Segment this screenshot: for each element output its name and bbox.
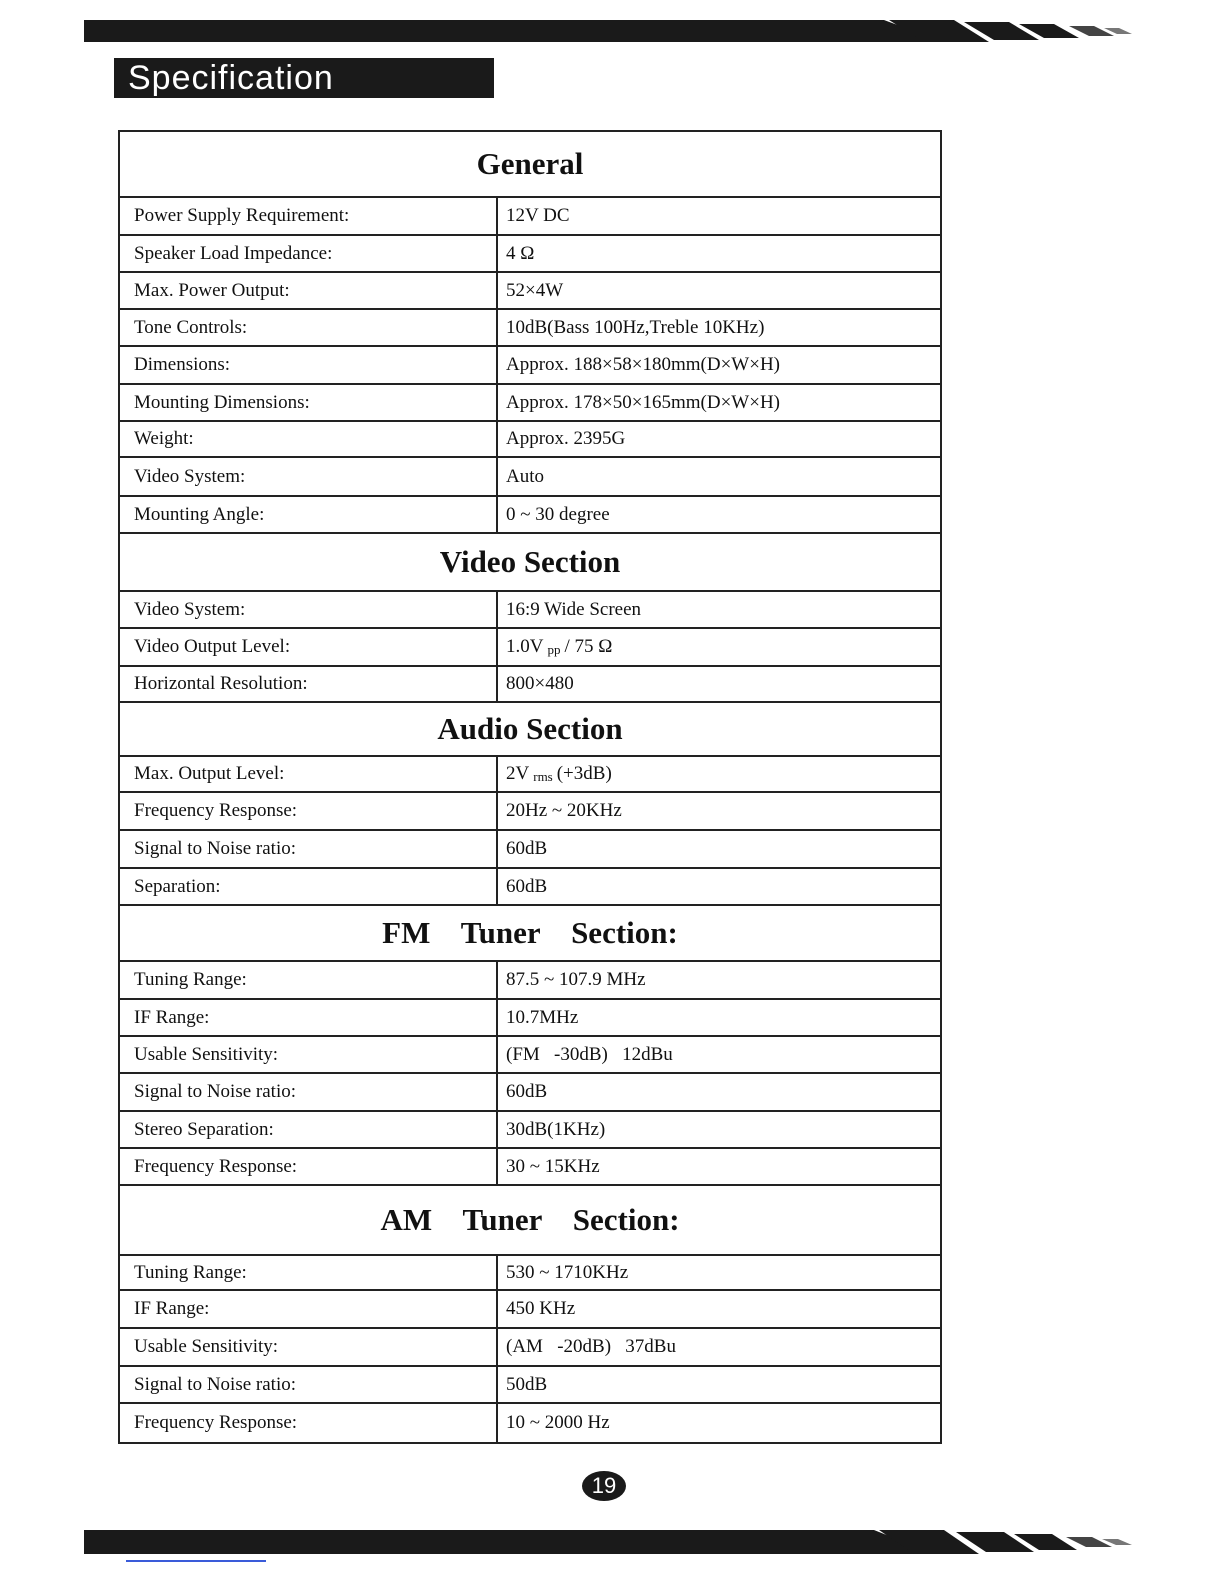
section-heading: FM Tuner Section: [120,906,940,962]
spec-value: 12V DC [506,205,570,226]
spec-value: 16:9 Wide Screen [506,598,642,620]
spec-row [120,198,940,236]
spec-value: 450 KHz [506,1298,576,1319]
spec-label: Usable Sensitivity: [120,1037,498,1072]
spec-value: 0 ~ 30 degree [506,503,610,525]
spec-value: 10dB(Bass 100Hz,Treble 10KHz) [506,316,765,338]
spec-value: 10.7MHz [506,1006,579,1028]
spec-row [120,310,940,347]
spec-value: 50dB [506,1373,548,1395]
spec-value-subscript: pp [547,642,561,657]
spec-row [120,458,940,497]
spec-label: Stereo Separation: [120,1112,498,1147]
spec-row [120,1256,940,1291]
spec-row [120,385,940,422]
spec-value-subscript: rms [533,769,553,784]
spec-row [120,497,940,534]
spec-row [120,1367,940,1404]
spec-label: Video System: [120,592,498,627]
spec-value [498,629,940,665]
spec-label: Max. Output Level: [120,757,498,791]
spec-value: Auto [506,465,544,487]
spec-row [120,236,940,273]
spec-value: Approx. 178×50×165mm(D×W×H) [506,391,780,413]
spec-value: 60dB [506,875,548,897]
section-heading: Video Section [120,534,940,592]
spec-row [120,1291,940,1329]
spec-label: Signal to Noise ratio: [120,1367,498,1402]
spec-value: 30dB(1KHz) [506,1118,606,1140]
spec-row [120,793,940,831]
spec-value-main: 2V [506,763,530,784]
spec-label: Frequency Response: [120,1404,498,1442]
spec-value: 20Hz ~ 20KHz [506,800,622,821]
bottom-decorative-bar [84,1528,1134,1558]
spec-row [120,1000,940,1037]
top-decorative-bar [84,18,1134,46]
spec-label: Video System: [120,458,498,495]
spec-row [120,1112,940,1149]
spec-value: (AM -20dB) 37dBu [506,1336,676,1357]
spec-label: Usable Sensitivity: [120,1329,498,1365]
spec-label: Frequency Response: [120,1149,498,1184]
spec-label: Dimensions: [120,347,498,383]
spec-label: Separation: [120,869,498,904]
specification-table [118,130,942,1444]
spec-value: 10 ~ 2000 Hz [506,1412,610,1433]
spec-row [120,347,940,385]
spec-row [120,962,940,1000]
spec-value: (FM -30dB) 12dBu [506,1043,673,1065]
spec-label: Power Supply Requirement: [120,198,498,234]
spec-label: Horizontal Resolution: [120,667,498,701]
spec-row [120,422,940,458]
spec-row [120,1074,940,1112]
spec-value: 800×480 [506,673,574,694]
spec-value: 4 Ω [506,242,535,264]
spec-label: Tuning Range: [120,1256,498,1289]
page-number-badge: 19 [582,1471,626,1501]
spec-label: Frequency Response: [120,793,498,829]
spec-value: 530 ~ 1710KHz [506,1261,629,1283]
spec-row [120,592,940,629]
spec-value-tail: / 75 Ω [564,636,613,657]
spec-row [120,273,940,310]
spec-value: 60dB [506,1081,548,1102]
spec-value [498,757,940,791]
section-heading: Audio Section [120,703,940,757]
section-heading: General [120,132,940,198]
spec-label: Max. Power Output: [120,273,498,308]
spec-row [120,1329,940,1367]
spec-label: Tuning Range: [120,962,498,998]
spec-label: Mounting Dimensions: [120,385,498,420]
spec-value: 52×4W [506,279,564,301]
spec-label: Speaker Load Impedance: [120,236,498,271]
spec-value: 87.5 ~ 107.9 MHz [506,969,646,990]
spec-value: 30 ~ 15KHz [506,1155,600,1177]
spec-row [120,869,940,906]
spec-row [120,831,940,869]
spec-label: Video Output Level: [120,629,498,665]
spec-label: IF Range: [120,1000,498,1035]
spec-label: IF Range: [120,1291,498,1327]
spec-label: Signal to Noise ratio: [120,831,498,867]
spec-label: Weight: [120,422,498,456]
spec-row [120,1149,940,1186]
section-heading: AM Tuner Section: [120,1186,940,1256]
blue-underline-mark [126,1560,266,1562]
spec-value: Approx. 188×58×180mm(D×W×H) [506,354,780,375]
spec-row [120,667,940,703]
spec-row [120,1037,940,1074]
spec-value: Approx. 2395G [506,428,626,449]
spec-label: Signal to Noise ratio: [120,1074,498,1110]
spec-label: Tone Controls: [120,310,498,345]
spec-value-tail: (+3dB) [556,763,612,784]
spec-value: 60dB [506,838,548,859]
spec-row [120,1404,940,1442]
page-title: Specification [114,58,494,98]
spec-value-main: 1.0V [506,636,544,657]
spec-label: Mounting Angle: [120,497,498,532]
spec-row [120,757,940,793]
spec-row [120,629,940,667]
